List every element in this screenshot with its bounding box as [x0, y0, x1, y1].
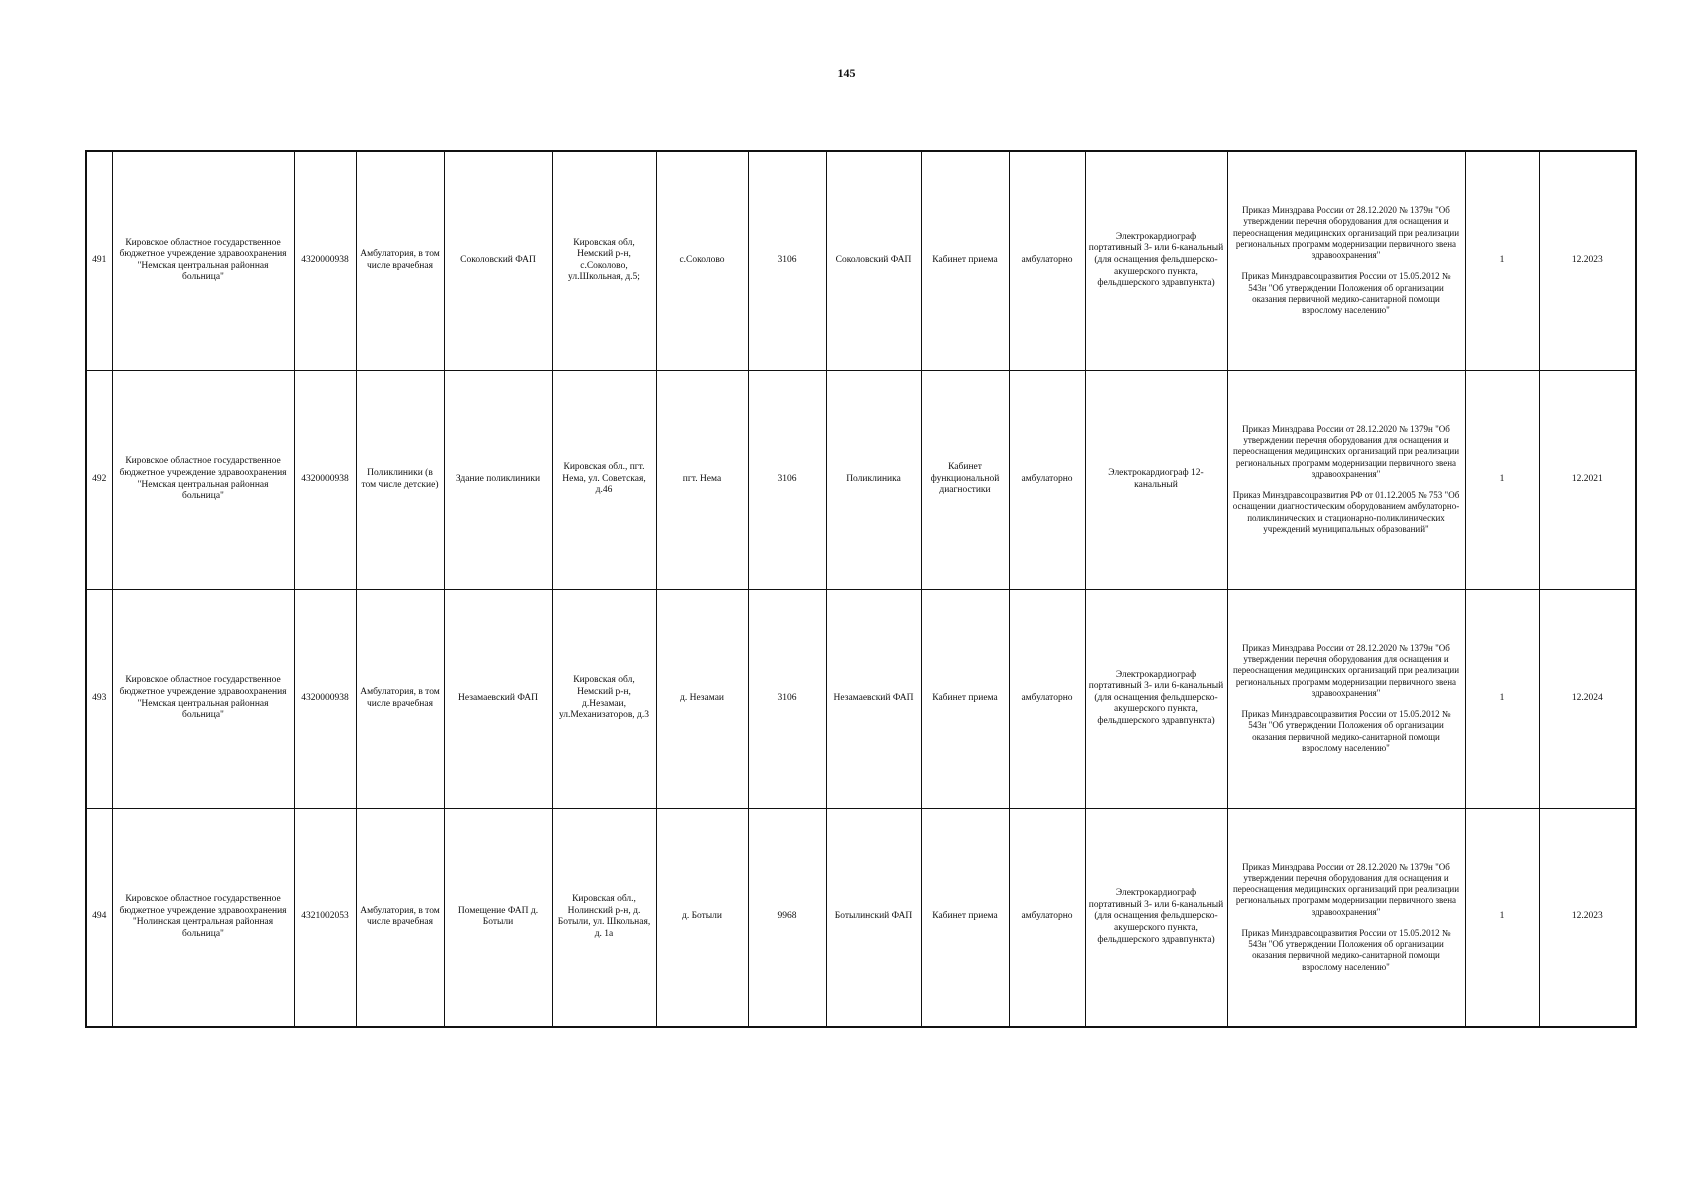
organization-inn: 4321002053 — [294, 808, 356, 1027]
locality: д. Ботыли — [656, 808, 748, 1027]
address: Кировская обл., пгт. Нема, ул. Советская, д.46 — [552, 370, 656, 589]
room-name: Кабинет приема — [921, 808, 1009, 1027]
delivery-date: 12.2023 — [1539, 808, 1636, 1027]
legal-basis — [1227, 589, 1465, 808]
legal-basis — [1227, 808, 1465, 1027]
table-row — [86, 808, 1636, 1027]
care-condition: амбулаторно — [1009, 151, 1085, 370]
care-condition: амбулаторно — [1009, 808, 1085, 1027]
page-number: 145 — [837, 66, 856, 80]
legal-basis-2: Приказ Минздравсоцразвития России от 15.05.2012 № 543н "Об утверждении Положения об организации оказания первичной медико-санитарной помощи взрослому населению" — [1241, 927, 1451, 972]
facility-type: Поликлиники (в том числе детские) — [356, 370, 444, 589]
organization-name: Кировское областное государственное бюджетное учреждение здравоохранения "Нолинская центральная районная больница" — [112, 808, 294, 1027]
organization-inn: 4320000938 — [294, 151, 356, 370]
table-row — [86, 151, 1636, 370]
locality: с.Соколово — [656, 151, 748, 370]
equipment-name: Электрокардиограф 12-канальный — [1085, 370, 1227, 589]
facility-type: Амбулатория, в том числе врачебная — [356, 589, 444, 808]
legal-basis-2: Приказ Минздравсоцразвития РФ от 01.12.2005 № 753 "Об оснащении диагностическим оборудованием амбулаторно-поликлинических и стационарно-поликлинических учреждений муниципальных образований" — [1232, 490, 1460, 534]
equipment-name: Электрокардиограф портативный 3- или 6-канальный (для оснащения фельдшерско-акушерского пункта, фельдшерского здравпункта) — [1085, 151, 1227, 370]
legal-basis-1: Приказ Минздрава России от 28.12.2020 № 1379н "Об утверждении перечня оборудования для оснащения и переоснащения медицинских организаций при реализации региональных программ модернизации первичного звена здравоохранения" — [1232, 642, 1460, 698]
code: 3106 — [748, 370, 826, 589]
room-name: Кабинет приема — [921, 151, 1009, 370]
building-name: Незамаевский ФАП — [444, 589, 552, 808]
row-number: 493 — [86, 589, 112, 808]
care-condition: амбулаторно — [1009, 370, 1085, 589]
table-row — [86, 370, 1636, 589]
delivery-date: 12.2024 — [1539, 589, 1636, 808]
table-row — [86, 589, 1636, 808]
quantity: 1 — [1465, 370, 1539, 589]
locality: д. Незамаи — [656, 589, 748, 808]
row-number: 494 — [86, 808, 112, 1027]
delivery-date: 12.2023 — [1539, 151, 1636, 370]
locality: пгт. Нема — [656, 370, 748, 589]
address: Кировская обл, Немский р-н, с.Соколово, ул.Школьная, д.5; — [552, 151, 656, 370]
legal-basis-2: Приказ Минздравсоцразвития России от 15.05.2012 № 543н "Об утверждении Положения об организации оказания первичной медико-санитарной помощи взрослому населению" — [1241, 271, 1451, 316]
organization-name: Кировское областное государственное бюджетное учреждение здравоохранения "Немская центральная районная больница" — [112, 370, 294, 589]
legal-basis — [1227, 370, 1465, 589]
care-condition: амбулаторно — [1009, 589, 1085, 808]
building-name: Соколовский ФАП — [444, 151, 552, 370]
address: Кировская обл., Нолинский р-н, д. Ботыли, ул. Школьная, д. 1а — [552, 808, 656, 1027]
unit-name: Соколовский ФАП — [826, 151, 921, 370]
equipment-name: Электрокардиограф портативный 3- или 6-канальный (для оснащения фельдшерско-акушерского пункта, фельдшерского здравпункта) — [1085, 589, 1227, 808]
organization-inn: 4320000938 — [294, 370, 356, 589]
organization-name: Кировское областное государственное бюджетное учреждение здравоохранения "Немская центральная районная больница" — [112, 151, 294, 370]
building-name: Здание поликлиники — [444, 370, 552, 589]
facility-type: Амбулатория, в том числе врачебная — [356, 151, 444, 370]
quantity: 1 — [1465, 151, 1539, 370]
room-name: Кабинет приема — [921, 589, 1009, 808]
quantity: 1 — [1465, 589, 1539, 808]
delivery-date: 12.2021 — [1539, 370, 1636, 589]
legal-basis-1: Приказ Минздрава России от 28.12.2020 № 1379н "Об утверждении перечня оборудования для оснащения и переоснащения медицинских организаций при реализации региональных программ модернизации первичного звена здравоохранения" — [1232, 205, 1460, 261]
unit-name: Поликлиника — [826, 370, 921, 589]
legal-basis-2: Приказ Минздравсоцразвития России от 15.05.2012 № 543н "Об утверждении Положения об организации оказания первичной медико-санитарной помощи взрослому населению" — [1241, 709, 1451, 753]
legal-basis-1: Приказ Минздрава России от 28.12.2020 № 1379н "Об утверждении перечня оборудования для оснащения и переоснащения медицинских организаций при реализации региональных программ модернизации первичного звена здравоохранения" — [1232, 861, 1460, 917]
legal-basis — [1227, 151, 1465, 370]
address: Кировская обл, Немский р-н, д.Незамаи, ул.Механизаторов, д.3 — [552, 589, 656, 808]
room-name: Кабинет функциональной диагностики — [921, 370, 1009, 589]
unit-name: Ботылинский ФАП — [826, 808, 921, 1027]
building-name: Помещение ФАП д. Ботыли — [444, 808, 552, 1027]
code: 9968 — [748, 808, 826, 1027]
equipment-table — [85, 150, 1637, 1028]
code: 3106 — [748, 151, 826, 370]
row-number: 492 — [86, 370, 112, 589]
organization-inn: 4320000938 — [294, 589, 356, 808]
quantity: 1 — [1465, 808, 1539, 1027]
legal-basis-1: Приказ Минздрава России от 28.12.2020 № 1379н "Об утверждении перечня оборудования для оснащения и переоснащения медицинских организаций при реализации региональных программ модернизации первичного звена здравоохранения" — [1232, 423, 1460, 479]
facility-type: Амбулатория, в том числе врачебная — [356, 808, 444, 1027]
equipment-name: Электрокардиограф портативный 3- или 6-канальный (для оснащения фельдшерско-акушерского пункта, фельдшерского здравпункта) — [1085, 808, 1227, 1027]
unit-name: Незамаевский ФАП — [826, 589, 921, 808]
row-number: 491 — [86, 151, 112, 370]
organization-name: Кировское областное государственное бюджетное учреждение здравоохранения "Немская центральная районная больница" — [112, 589, 294, 808]
code: 3106 — [748, 589, 826, 808]
